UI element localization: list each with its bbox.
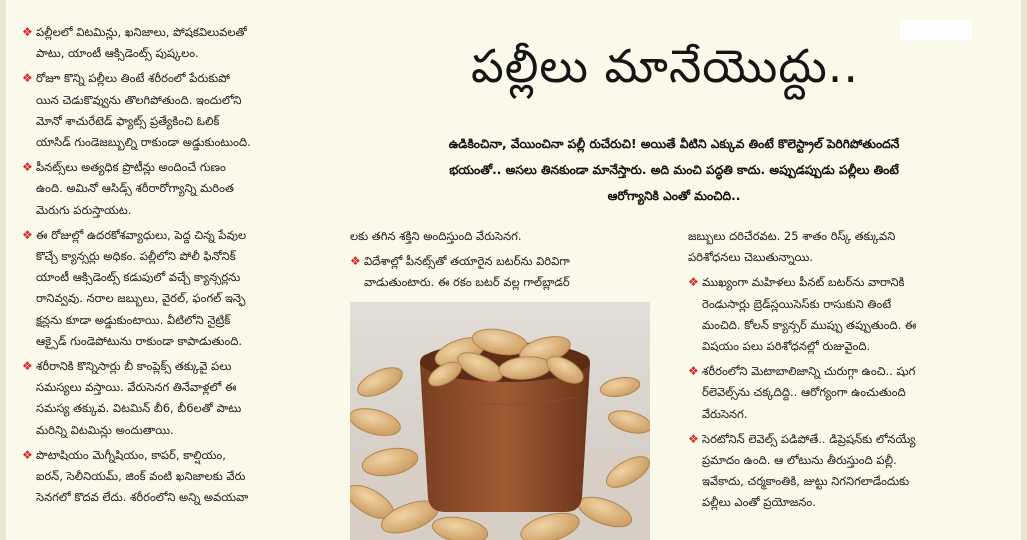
bullet-icon: ❖ — [688, 431, 699, 446]
paragraph-line: మరిన్ని విటమిన్లు అందుతాయి. — [36, 422, 174, 437]
paragraph-line: యిన చెడుకొవ్వును తొలగిపోతుంది. ఇందులోని — [36, 92, 242, 107]
paragraph-line: క్షన్లను కూడా అడ్డుకుంటాయి. వీటిలోని నైట్రిక్ — [36, 312, 231, 327]
paragraph-line: యాసిడ్ గుండెజబ్బుల్ని రాకుండా అడ్డుకుంటుంది. — [36, 135, 251, 150]
paragraph-line: విదేశాల్లో పీనట్స్‌తో తయారైన బటర్‌ను విరివిగా — [364, 254, 570, 269]
left-column — [22, 22, 332, 512]
paragraph-line: సమస్య తక్కువ. విటమిన్ బీ6, బీ6లతో పాటు — [36, 401, 242, 416]
headline-box — [345, 24, 985, 120]
bullet-icon: ❖ — [22, 160, 33, 175]
paragraph-line: సెనగలో కొదవ లేదు. శరీరంలోని అన్ని అవయవా — [36, 490, 249, 505]
article-paragraph — [350, 251, 660, 293]
page-edge-left — [0, 0, 6, 540]
paragraph-line: కొచ్చే క్యాన్సర్లు అధికం. పల్లీలోని పోలీ ఫినోనిక్ — [36, 249, 236, 264]
bullet-icon: ❖ — [688, 275, 699, 290]
bullet-icon: ❖ — [350, 254, 361, 269]
article-subhead — [354, 131, 994, 209]
paragraph-line: యాంటీ ఆక్సిడెంట్స్ కడుపులో వచ్చే క్యాన్సర్లను — [36, 270, 241, 285]
paragraph-line: రోజూ కొన్ని పల్లీలు తింటే శరీరంలో పేరుకుపో — [36, 71, 230, 86]
article-paragraph — [22, 68, 332, 153]
paragraph-line: సెరటోనిన్ లెవెల్స్ పడిపోతే.. డిప్రెషన్‌కు లోనయ్యే — [702, 431, 916, 446]
bullet-icon: ❖ — [22, 359, 33, 374]
paragraph-line: వేరుసెనగ. — [702, 406, 748, 421]
paragraph-line: శరీరంలోని మెటాబాలిజాన్ని చురుగ్గా ఉంచి.. షుగ — [702, 364, 916, 379]
article-paragraph — [22, 157, 332, 221]
paragraph-line: పల్లీలలో విటమిన్లు, ఖనిజాలు, పోషకవిలువలతో — [36, 25, 247, 39]
subhead-line: ఆరోగ్యానికి ఎంతో మంచిది.. — [607, 189, 741, 203]
paragraph-line: వాడుతుంటారు. ఈ రకం బటర్ వల్ల గాల్‌బ్లాడర్ — [364, 275, 570, 290]
paragraph-line: ఐరన్, సెలీనియమ్, జింక్ వంటి ఖనిజాలకు వేరు — [36, 469, 246, 484]
paragraph-line: పాటు, యాంటీ ఆక్సిడెంట్స్ పుష్కలం. — [36, 46, 199, 61]
paragraph-line: లకు తగిన శక్తిని అందిస్తుంది వేరుసెనగ. — [350, 229, 522, 243]
paragraph-line: పల్లీలు ఎంతో ప్రయోజనం. — [702, 495, 816, 510]
paragraph-line: మెరుగు పరుస్తాయట. — [36, 202, 132, 217]
article-paragraph — [350, 226, 660, 247]
right-column — [688, 226, 988, 518]
article-paragraph — [688, 361, 988, 425]
bullet-icon: ❖ — [688, 364, 699, 379]
subhead-line: ఉడికించినా, వేయించినా పల్లీ రుచేరుచి! అయితే వీటిని ఎక్కువ తింటే కొలెస్ట్రాల్ పెరిగిపోతుందనే — [448, 137, 900, 151]
bullet-icon: ❖ — [22, 447, 33, 462]
paragraph-line: ఆక్సైడ్ గుండెపోటును రాకుండా కాపాడుతుంది. — [36, 333, 243, 348]
peanut-bowl-image — [350, 302, 650, 540]
paragraph-line: రెండుసార్లు బ్రెడ్‌స్లయిసెస్‌కు రాసుకుని తింటే — [702, 296, 892, 311]
paragraph-line: రానివ్వవు. నరాల జబ్బులు, వైరల్, ఫంగల్ ఇన్ఫె — [36, 291, 246, 306]
page-edge-right — [1021, 0, 1027, 540]
article-headline: పల్లీలు మానేయొద్దు.. — [470, 39, 859, 93]
paragraph-line: ర్‌లెవెల్స్‌ను చక్కదిద్ది.. ఆరోగ్యంగా ఉంచుతుంది — [702, 385, 906, 400]
paragraph-line: ఉంది. అమినో ఆసిడ్స్ శరీరారోగ్యాన్ని మరింత — [36, 181, 234, 196]
paragraph-line: ప్రమాదం ఉంది. ఆ లోటును తీరుస్తుంది పల్లీ. — [702, 453, 897, 468]
paragraph-line: జబ్బులు దరిచేరవట. 25 శాతం రిస్క్ తక్కువని — [688, 229, 896, 243]
peanut-bowl-photo — [350, 302, 650, 540]
bullet-icon: ❖ — [22, 71, 33, 86]
bullet-icon: ❖ — [22, 25, 33, 39]
article-paragraph — [688, 272, 988, 357]
paragraph-line: మోనో శాచురేటెడ్ ఫ్యాట్స్ ప్రత్యేకించి ఓలిక్ — [36, 113, 220, 128]
article-paragraph — [22, 356, 332, 441]
article-paragraph — [22, 225, 332, 352]
paragraph-line: సమస్యలు వస్తాయి. వేరుసెనగ తినేవాళ్లలో ఈ — [36, 380, 237, 395]
bullet-icon: ❖ — [22, 227, 33, 242]
subhead-line: భయంతో.. అసలు తినకుండా మానేస్తారు. అది మంచి పద్ధతి కాదు. అప్పుడప్పుడు పల్లీలు తింటే — [449, 163, 899, 177]
paragraph-line: ఇవేకాదు, చర్మకాంతికి, జుట్టు నిగనిగలాడేందుకు — [702, 474, 910, 489]
paragraph-line: పీనట్స్‌లు అత్యధిక ప్రొటీన్లు అందించే గుణం — [36, 160, 226, 175]
article-paragraph — [22, 445, 332, 509]
paragraph-line: ముఖ్యంగా మహిళలు పీనట్ బటర్‌ను వారానికి — [702, 275, 905, 290]
paragraph-line: మంచిది. కోలన్ క్యాన్సర్ ముప్పు తప్పుతుంది. ఈ — [702, 317, 917, 332]
article-paragraph — [688, 226, 988, 268]
paragraph-line: శరీరానికి కొన్నిసార్లు బీ కాంప్లెక్స్ తక్కువై పలు — [36, 359, 232, 374]
paragraph-line: పరిశోధనలు చెబుతున్నాయి. — [688, 250, 814, 265]
middle-column — [350, 226, 660, 298]
article-paragraph — [22, 22, 332, 64]
paragraph-line: విషయం పలు పరిశోధనల్లో రుజువైంది. — [702, 339, 871, 354]
paragraph-line: ఈ రోజుల్లో ఉదరకోశవ్యాధులు, పెద్ద చిన్న పేవుల — [36, 227, 247, 242]
paragraph-line: పొటాషియం మెగ్నీషియం, కాపర్, కాల్షియం, — [36, 447, 226, 462]
article-paragraph — [688, 429, 988, 514]
